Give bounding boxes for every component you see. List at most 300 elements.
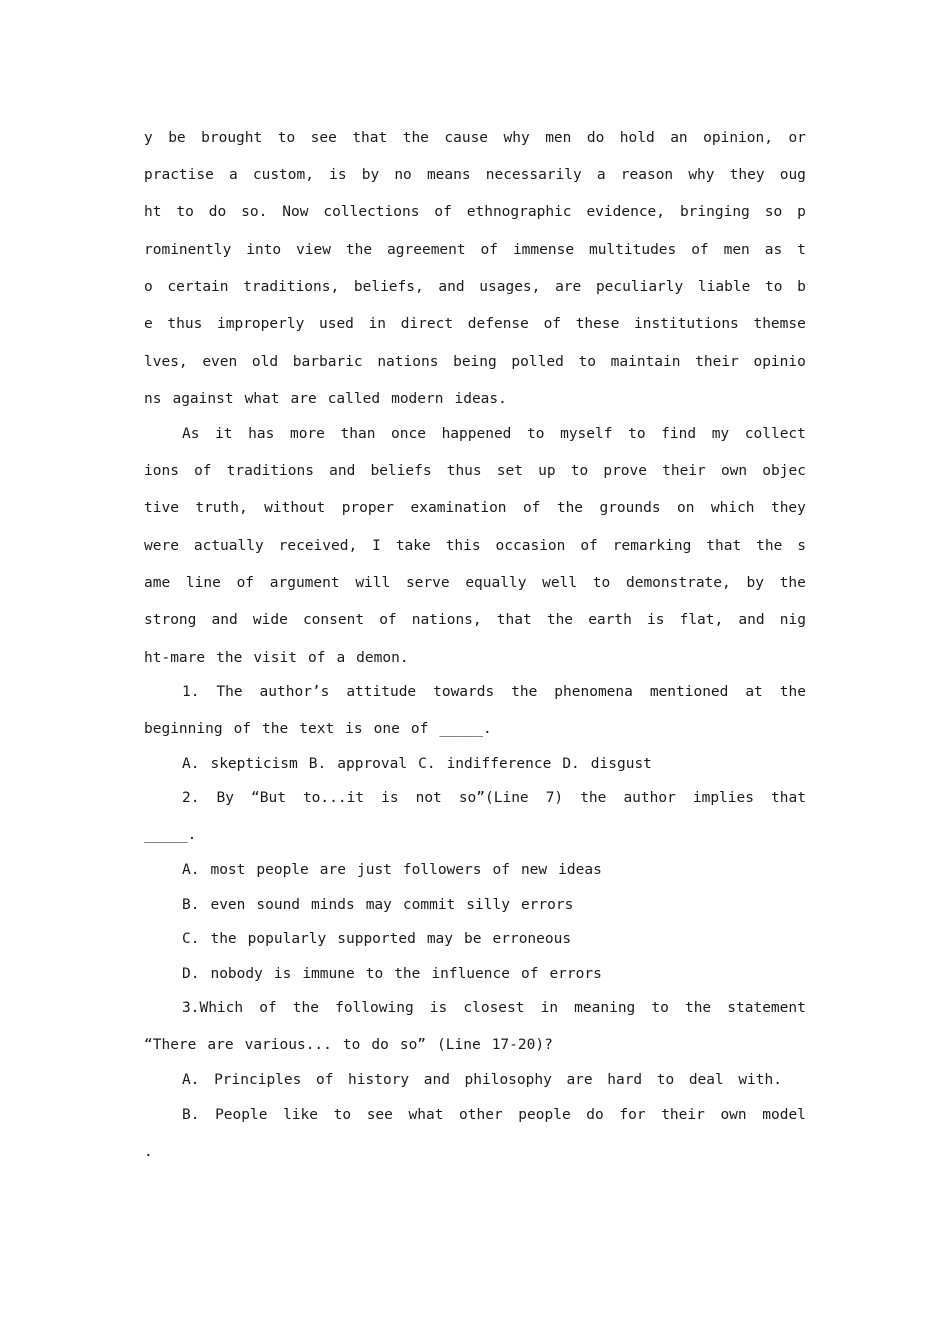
- word: 1.: [182, 684, 200, 700]
- word: commit: [402, 897, 456, 913]
- word: deal: [688, 1072, 724, 1088]
- word: why: [688, 167, 715, 183]
- word: their: [695, 354, 739, 370]
- word: B.: [182, 897, 200, 913]
- word: of: [522, 500, 541, 516]
- word: than: [340, 426, 376, 442]
- word: it: [215, 426, 233, 442]
- word: the: [580, 790, 607, 806]
- word: proper: [341, 500, 395, 516]
- word: happened: [441, 426, 512, 442]
- word: A.: [182, 756, 200, 772]
- word: earth: [588, 612, 632, 628]
- word: and: [438, 279, 465, 295]
- word: the: [210, 931, 237, 947]
- word: “There: [144, 1037, 197, 1053]
- word: that: [771, 790, 806, 806]
- word: so”(Line: [458, 790, 529, 806]
- word: or: [788, 130, 806, 146]
- question3-stem: [144, 1033, 806, 1057]
- word: see: [366, 1107, 393, 1123]
- word: influence: [431, 966, 510, 982]
- word: of: [492, 862, 510, 878]
- paragraph2-line: [144, 608, 806, 632]
- word: own: [720, 1107, 747, 1123]
- paragraph1-line: [144, 163, 806, 187]
- word: e: [144, 316, 153, 332]
- word: The: [216, 684, 243, 700]
- word: barbaric: [292, 354, 363, 370]
- word: modern: [391, 391, 444, 407]
- word: B.: [308, 756, 327, 772]
- word: C.: [418, 756, 436, 772]
- word: is: [273, 966, 292, 982]
- question1-options: [182, 752, 806, 776]
- word: ideas.: [454, 391, 507, 407]
- word: _____.: [144, 827, 197, 843]
- word: being: [453, 354, 497, 370]
- word: old: [251, 354, 279, 370]
- word: the: [511, 684, 538, 700]
- word: called: [327, 391, 381, 407]
- word: of: [315, 1072, 334, 1088]
- word: well: [542, 575, 578, 591]
- word: People: [215, 1107, 268, 1123]
- word: their: [661, 1107, 705, 1123]
- word: own: [720, 463, 748, 479]
- word: (Line: [437, 1037, 481, 1053]
- word: 7): [545, 790, 564, 806]
- word: 2.: [182, 790, 200, 806]
- word: demon.: [356, 650, 409, 666]
- word: most: [210, 862, 246, 878]
- word: strong: [144, 612, 197, 628]
- word: set: [496, 463, 523, 479]
- question3-stem: [182, 996, 806, 1020]
- word: find: [661, 426, 697, 442]
- word: I: [372, 538, 381, 554]
- word: immune: [302, 966, 355, 982]
- word: to: [527, 426, 545, 442]
- word: thus: [167, 316, 203, 332]
- word: defense: [467, 316, 529, 332]
- word: examination: [410, 500, 507, 516]
- word: erroneous: [492, 931, 572, 947]
- word: traditions,: [243, 279, 340, 295]
- word: opinio: [753, 354, 806, 370]
- question3-option: [182, 1103, 806, 1127]
- word: means: [426, 167, 471, 183]
- word: serve: [405, 575, 450, 591]
- word: to: [578, 354, 596, 370]
- word: they: [729, 167, 765, 183]
- word: By: [216, 790, 234, 806]
- word: the: [216, 650, 243, 666]
- word: of: [480, 242, 499, 258]
- word: maintain: [610, 354, 681, 370]
- word: a: [336, 650, 346, 666]
- word: y: [144, 130, 153, 146]
- word: one: [373, 721, 400, 737]
- word: be: [464, 931, 482, 947]
- word: themse: [753, 316, 806, 332]
- word: various...: [244, 1037, 332, 1053]
- word: myself: [560, 426, 613, 442]
- word: to: [365, 966, 384, 982]
- word: consent: [302, 612, 365, 628]
- paragraph2-line: [144, 571, 806, 595]
- word: and: [423, 1072, 450, 1088]
- word: multitudes: [588, 242, 677, 258]
- word: may: [426, 931, 454, 947]
- word: to: [764, 279, 783, 295]
- word: is: [429, 1000, 448, 1016]
- word: nig: [779, 612, 806, 628]
- word: usages,: [479, 279, 541, 295]
- word: so”: [399, 1037, 427, 1053]
- question3-option: [182, 1068, 782, 1092]
- word: what: [244, 391, 280, 407]
- word: B.: [182, 1107, 200, 1123]
- word: immense: [512, 242, 575, 258]
- word: attitude: [346, 684, 417, 700]
- word: see: [310, 130, 337, 146]
- paragraph1-line: [144, 200, 806, 224]
- word: objec: [762, 463, 806, 479]
- word: will: [355, 575, 391, 591]
- word: ht: [144, 204, 162, 220]
- word: and: [211, 612, 238, 628]
- word: to: [592, 575, 611, 591]
- word: into: [246, 242, 282, 258]
- word: the: [345, 242, 373, 258]
- word: of: [410, 721, 429, 737]
- word: to: [628, 426, 646, 442]
- word: nations,: [411, 612, 482, 628]
- paragraph1-line: [144, 350, 806, 374]
- word: may: [365, 897, 392, 913]
- word: truth,: [195, 500, 248, 516]
- word: supported: [337, 931, 416, 947]
- word: beginning: [144, 721, 223, 737]
- word: to: [651, 1000, 669, 1016]
- word: mentioned: [649, 684, 729, 700]
- word: following: [335, 1000, 414, 1016]
- word: occasion: [495, 538, 566, 554]
- word: indifference: [446, 756, 552, 772]
- word: the: [556, 500, 584, 516]
- word: meaning: [574, 1000, 636, 1016]
- word: that: [352, 130, 388, 146]
- word: the: [292, 1000, 319, 1016]
- document-page: [144, 0, 806, 1344]
- word: evidence,: [586, 204, 666, 220]
- word: C.: [182, 931, 200, 947]
- question3-option: [144, 1140, 806, 1164]
- word: are: [566, 1072, 593, 1088]
- word: so: [764, 204, 783, 220]
- word: not: [415, 790, 442, 806]
- paragraph2-line: [144, 534, 806, 558]
- word: are: [290, 391, 317, 407]
- word: Principles: [214, 1072, 302, 1088]
- word: wide: [252, 612, 288, 628]
- word: has: [248, 426, 275, 442]
- word: more: [289, 426, 325, 442]
- word: the: [779, 575, 806, 591]
- word: certain: [167, 279, 229, 295]
- word: to: [570, 463, 589, 479]
- word: oug: [779, 167, 806, 183]
- word: argument: [269, 575, 340, 591]
- word: of: [691, 242, 709, 258]
- word: so.: [241, 204, 268, 220]
- word: is: [345, 721, 363, 737]
- word: a: [596, 167, 606, 183]
- question2-option: [182, 927, 806, 951]
- word: of: [233, 721, 252, 737]
- word: skepticism: [210, 756, 298, 772]
- word: o: [144, 279, 153, 295]
- word: hard: [607, 1072, 643, 1088]
- word: popularly: [247, 931, 327, 947]
- word: grounds: [599, 500, 661, 516]
- word: silly: [466, 897, 510, 913]
- word: b: [797, 279, 806, 295]
- word: as: [764, 242, 783, 258]
- word: beliefs: [370, 463, 432, 479]
- word: which: [710, 500, 755, 516]
- word: closest: [463, 1000, 525, 1016]
- word: their: [662, 463, 706, 479]
- word: no: [394, 167, 412, 183]
- word: are: [555, 279, 582, 295]
- paragraph2-line: [144, 496, 806, 520]
- word: that: [496, 612, 532, 628]
- word: actually: [193, 538, 264, 554]
- word: practise: [144, 167, 214, 183]
- word: people: [256, 862, 309, 878]
- word: phenomena: [554, 684, 633, 700]
- word: the: [684, 1000, 712, 1016]
- word: custom,: [252, 167, 314, 183]
- word: ethnographic: [466, 204, 572, 220]
- word: used: [318, 316, 354, 332]
- word: the: [756, 538, 783, 554]
- word: do: [371, 1037, 389, 1053]
- word: polled: [511, 354, 564, 370]
- word: is: [646, 612, 665, 628]
- word: do: [586, 1107, 604, 1123]
- word: D.: [182, 966, 200, 982]
- word: the: [402, 130, 429, 146]
- word: nations: [377, 354, 439, 370]
- word: of: [307, 650, 326, 666]
- word: brought: [201, 130, 263, 146]
- word: D.: [562, 756, 580, 772]
- word: to: [333, 1107, 352, 1123]
- word: institutions: [634, 316, 739, 332]
- word: why: [503, 130, 530, 146]
- word: visit: [253, 650, 297, 666]
- word: cause: [444, 130, 489, 146]
- word: of: [543, 316, 562, 332]
- question2-option: [182, 893, 806, 917]
- word: ns: [144, 391, 162, 407]
- word: towards: [433, 684, 495, 700]
- word: direct: [400, 316, 454, 332]
- word: once: [391, 426, 426, 442]
- word: the: [779, 684, 806, 700]
- word: other: [459, 1107, 503, 1123]
- word: to: [342, 1037, 361, 1053]
- paragraph2-line: [144, 646, 806, 670]
- word: ht-mare: [144, 650, 206, 666]
- question1-stem: [144, 717, 806, 741]
- word: ideas: [558, 862, 602, 878]
- word: statement: [727, 1000, 806, 1016]
- word: are: [319, 862, 346, 878]
- word: new: [520, 862, 548, 878]
- question2-option: [182, 962, 806, 986]
- word: do: [586, 130, 605, 146]
- word: collect: [744, 426, 806, 442]
- word: in: [540, 1000, 559, 1016]
- word: the: [262, 721, 289, 737]
- word: for: [619, 1107, 646, 1123]
- word: Now: [282, 204, 309, 220]
- word: 3.Which: [182, 1000, 244, 1016]
- word: view: [296, 242, 331, 258]
- word: errors: [549, 966, 602, 982]
- question2-stem: [182, 786, 806, 810]
- word: rominently: [144, 242, 232, 258]
- word: collections: [323, 204, 420, 220]
- word: of: [434, 204, 452, 220]
- word: at: [745, 684, 763, 700]
- word: followers: [402, 862, 482, 878]
- word: disgust: [590, 756, 652, 772]
- word: with.: [738, 1072, 782, 1088]
- word: the: [546, 612, 574, 628]
- word: remarking: [612, 538, 692, 554]
- word: to: [656, 1072, 675, 1088]
- word: reason: [620, 167, 674, 183]
- word: hold: [619, 130, 655, 146]
- question2-stem: [144, 823, 806, 847]
- word: of: [379, 612, 397, 628]
- word: liable: [697, 279, 751, 295]
- word: prove: [603, 463, 647, 479]
- word: bringing: [679, 204, 750, 220]
- word: improperly: [217, 316, 305, 332]
- word: model: [762, 1107, 806, 1123]
- word: peculiarly: [595, 279, 684, 295]
- word: lves,: [144, 354, 188, 370]
- word: against: [172, 391, 234, 407]
- word: traditions: [226, 463, 314, 479]
- word: opinion,: [703, 130, 773, 146]
- word: be: [168, 130, 186, 146]
- word: flat,: [679, 612, 724, 628]
- word: that: [706, 538, 742, 554]
- word: to: [277, 130, 296, 146]
- word: p: [797, 204, 806, 220]
- word: A.: [182, 862, 200, 878]
- word: A.: [182, 1072, 200, 1088]
- word: sound: [256, 897, 301, 913]
- word: thus: [446, 463, 482, 479]
- word: ame: [144, 575, 171, 591]
- word: an: [670, 130, 688, 146]
- word: the: [394, 966, 421, 982]
- word: without: [264, 500, 326, 516]
- word: my: [711, 426, 730, 442]
- paragraph1-line: [144, 275, 806, 299]
- word: on: [677, 500, 695, 516]
- word: equally: [465, 575, 527, 591]
- word: “But: [251, 790, 286, 806]
- word: of: [259, 1000, 277, 1016]
- paragraph1-line: [144, 387, 806, 411]
- word: As: [182, 426, 200, 442]
- word: demonstrate,: [625, 575, 731, 591]
- word: what: [408, 1107, 444, 1123]
- word: like: [283, 1107, 318, 1123]
- word: even: [202, 354, 238, 370]
- paragraph2-line: [182, 422, 806, 446]
- word: they: [770, 500, 806, 516]
- word: and: [329, 463, 356, 479]
- paragraph1-line: [144, 126, 806, 150]
- word: history: [348, 1072, 410, 1088]
- word: to: [176, 204, 194, 220]
- word: and: [738, 612, 765, 628]
- word: take: [395, 538, 431, 554]
- word: is: [329, 167, 347, 183]
- word: received,: [278, 538, 358, 554]
- word: of: [520, 966, 539, 982]
- word: ions: [144, 463, 179, 479]
- word: philosophy: [464, 1072, 552, 1088]
- word: were: [144, 538, 179, 554]
- word: just: [356, 862, 392, 878]
- word: author: [623, 790, 676, 806]
- word: men: [545, 130, 572, 146]
- word: nobody: [210, 966, 263, 982]
- word: author’s: [259, 684, 330, 700]
- word: t: [797, 242, 806, 258]
- word: implies: [692, 790, 754, 806]
- word: is: [381, 790, 399, 806]
- word: of: [236, 575, 255, 591]
- paragraph1-line: [144, 312, 806, 336]
- word: 17-20)?: [491, 1037, 553, 1053]
- word: by: [746, 575, 764, 591]
- word: text: [299, 721, 335, 737]
- word: agreement: [387, 242, 466, 258]
- word: of: [194, 463, 212, 479]
- word: line: [185, 575, 221, 591]
- word: to...it: [302, 790, 365, 806]
- paragraph1-line: [144, 238, 806, 262]
- word: of: [580, 538, 598, 554]
- word: tive: [144, 500, 179, 516]
- word: people: [518, 1107, 571, 1123]
- word: minds: [311, 897, 355, 913]
- word: up: [538, 463, 556, 479]
- word: these: [575, 316, 620, 332]
